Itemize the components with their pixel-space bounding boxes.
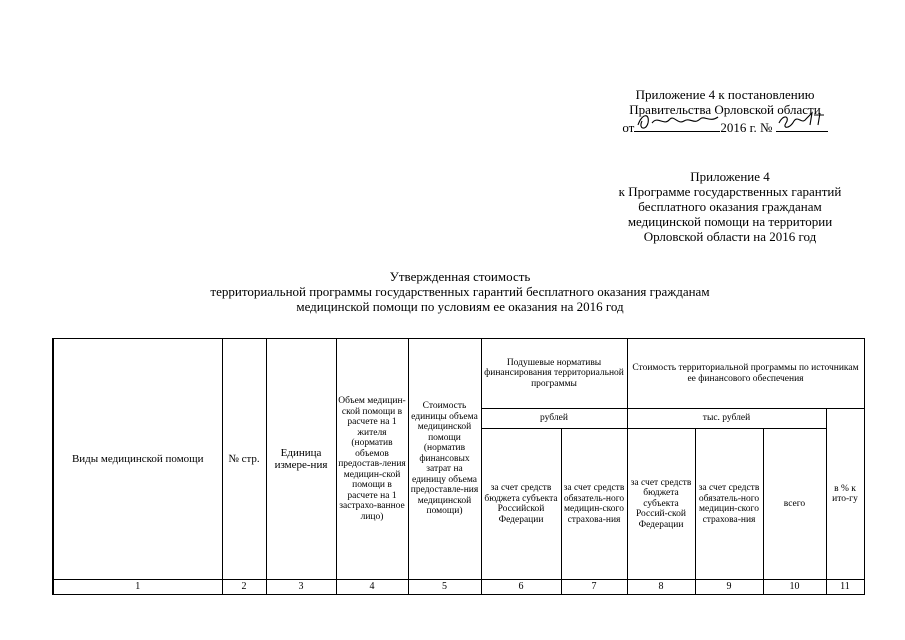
header-thousand-rubles: тыс. рублей	[627, 409, 826, 429]
column-number: 4	[336, 580, 408, 595]
column-numbers-row	[53, 580, 864, 595]
header-volume: Объем медицин-ской помощи в расчете на 1 жителя (норматив объемов предостав-ления медицин-ской помощи в расчете на 1 застрахо-ванное лицо)	[336, 339, 408, 580]
header-per-capita: Подушевые нормативы финансирования территориальной программы	[481, 339, 627, 409]
appendix-program-line2: к Программе государственных гарантий	[618, 184, 842, 199]
header-percent: в % к ито-гу	[826, 409, 864, 580]
appendix-program-line4: медицинской помощи на территории	[627, 214, 833, 229]
appendix-program	[595, 169, 865, 244]
column-number: 5	[408, 580, 481, 595]
from-label: от	[622, 120, 635, 135]
column-number: 3	[266, 580, 336, 595]
header-types: Виды медицинской помощи	[53, 339, 222, 580]
appendix-header-line3	[590, 117, 860, 135]
header-budget-rub: за счет средств бюджета субъекта Российской Федерации	[481, 429, 561, 580]
header-unit: Единица измере-ния	[266, 339, 336, 580]
header-rubles: рублей	[481, 409, 627, 429]
header-oms-thousand: за счет средств обязатель-ного медицин-ского страхова-ния	[695, 429, 763, 580]
appendix-program-line3: бесплатного оказания гражданам	[638, 199, 822, 214]
header-total: всего	[763, 429, 826, 580]
cost-table	[52, 338, 865, 595]
title-line1: Утвержденная стоимость	[389, 269, 531, 284]
date-year: 2016 г. №	[720, 120, 773, 135]
handwritten-date-scribble	[634, 111, 720, 133]
column-number: 11	[826, 580, 864, 595]
appendix-header-line2: Правительства Орловской области	[629, 102, 821, 117]
title-line3: медицинской помощи по условиям ее оказания на 2016 год	[296, 299, 624, 314]
document-title	[150, 269, 770, 314]
appendix-header-line1: Приложение 4 к постановлению	[635, 87, 815, 102]
title-line2: территориальной программы государственных гарантий бесплатного оказания гражданам	[210, 284, 710, 299]
appendix-program-line1: Приложение 4	[690, 169, 770, 184]
handwritten-date	[634, 117, 720, 132]
handwritten-number	[776, 117, 828, 132]
header-row-number: № стр.	[222, 339, 266, 580]
column-number: 10	[763, 580, 826, 595]
header-budget-thousand: за счет средств бюджета субъекта Россий-ской Федерации	[627, 429, 695, 580]
header-oms-rub: за счет средств обязатель-ного медицин-ского страхова-ния	[561, 429, 627, 580]
handwritten-number-scribble	[776, 111, 828, 133]
column-number: 7	[561, 580, 627, 595]
column-number: 9	[695, 580, 763, 595]
column-number: 8	[627, 580, 695, 595]
header-program-cost: Стоимость территориальной программы по источникам ее финансового обеспечения	[627, 339, 864, 409]
header-unit-cost: Стоимость единицы объема медицинской помощи (норматив финансовых затрат на единицу объема предоставле-ния медицинской помощи)	[408, 339, 481, 580]
appendix-program-line5: Орловской области на 2016 год	[643, 229, 817, 244]
column-number: 1	[53, 580, 222, 595]
appendix-header	[590, 87, 860, 135]
column-number: 6	[481, 580, 561, 595]
column-number: 2	[222, 580, 266, 595]
